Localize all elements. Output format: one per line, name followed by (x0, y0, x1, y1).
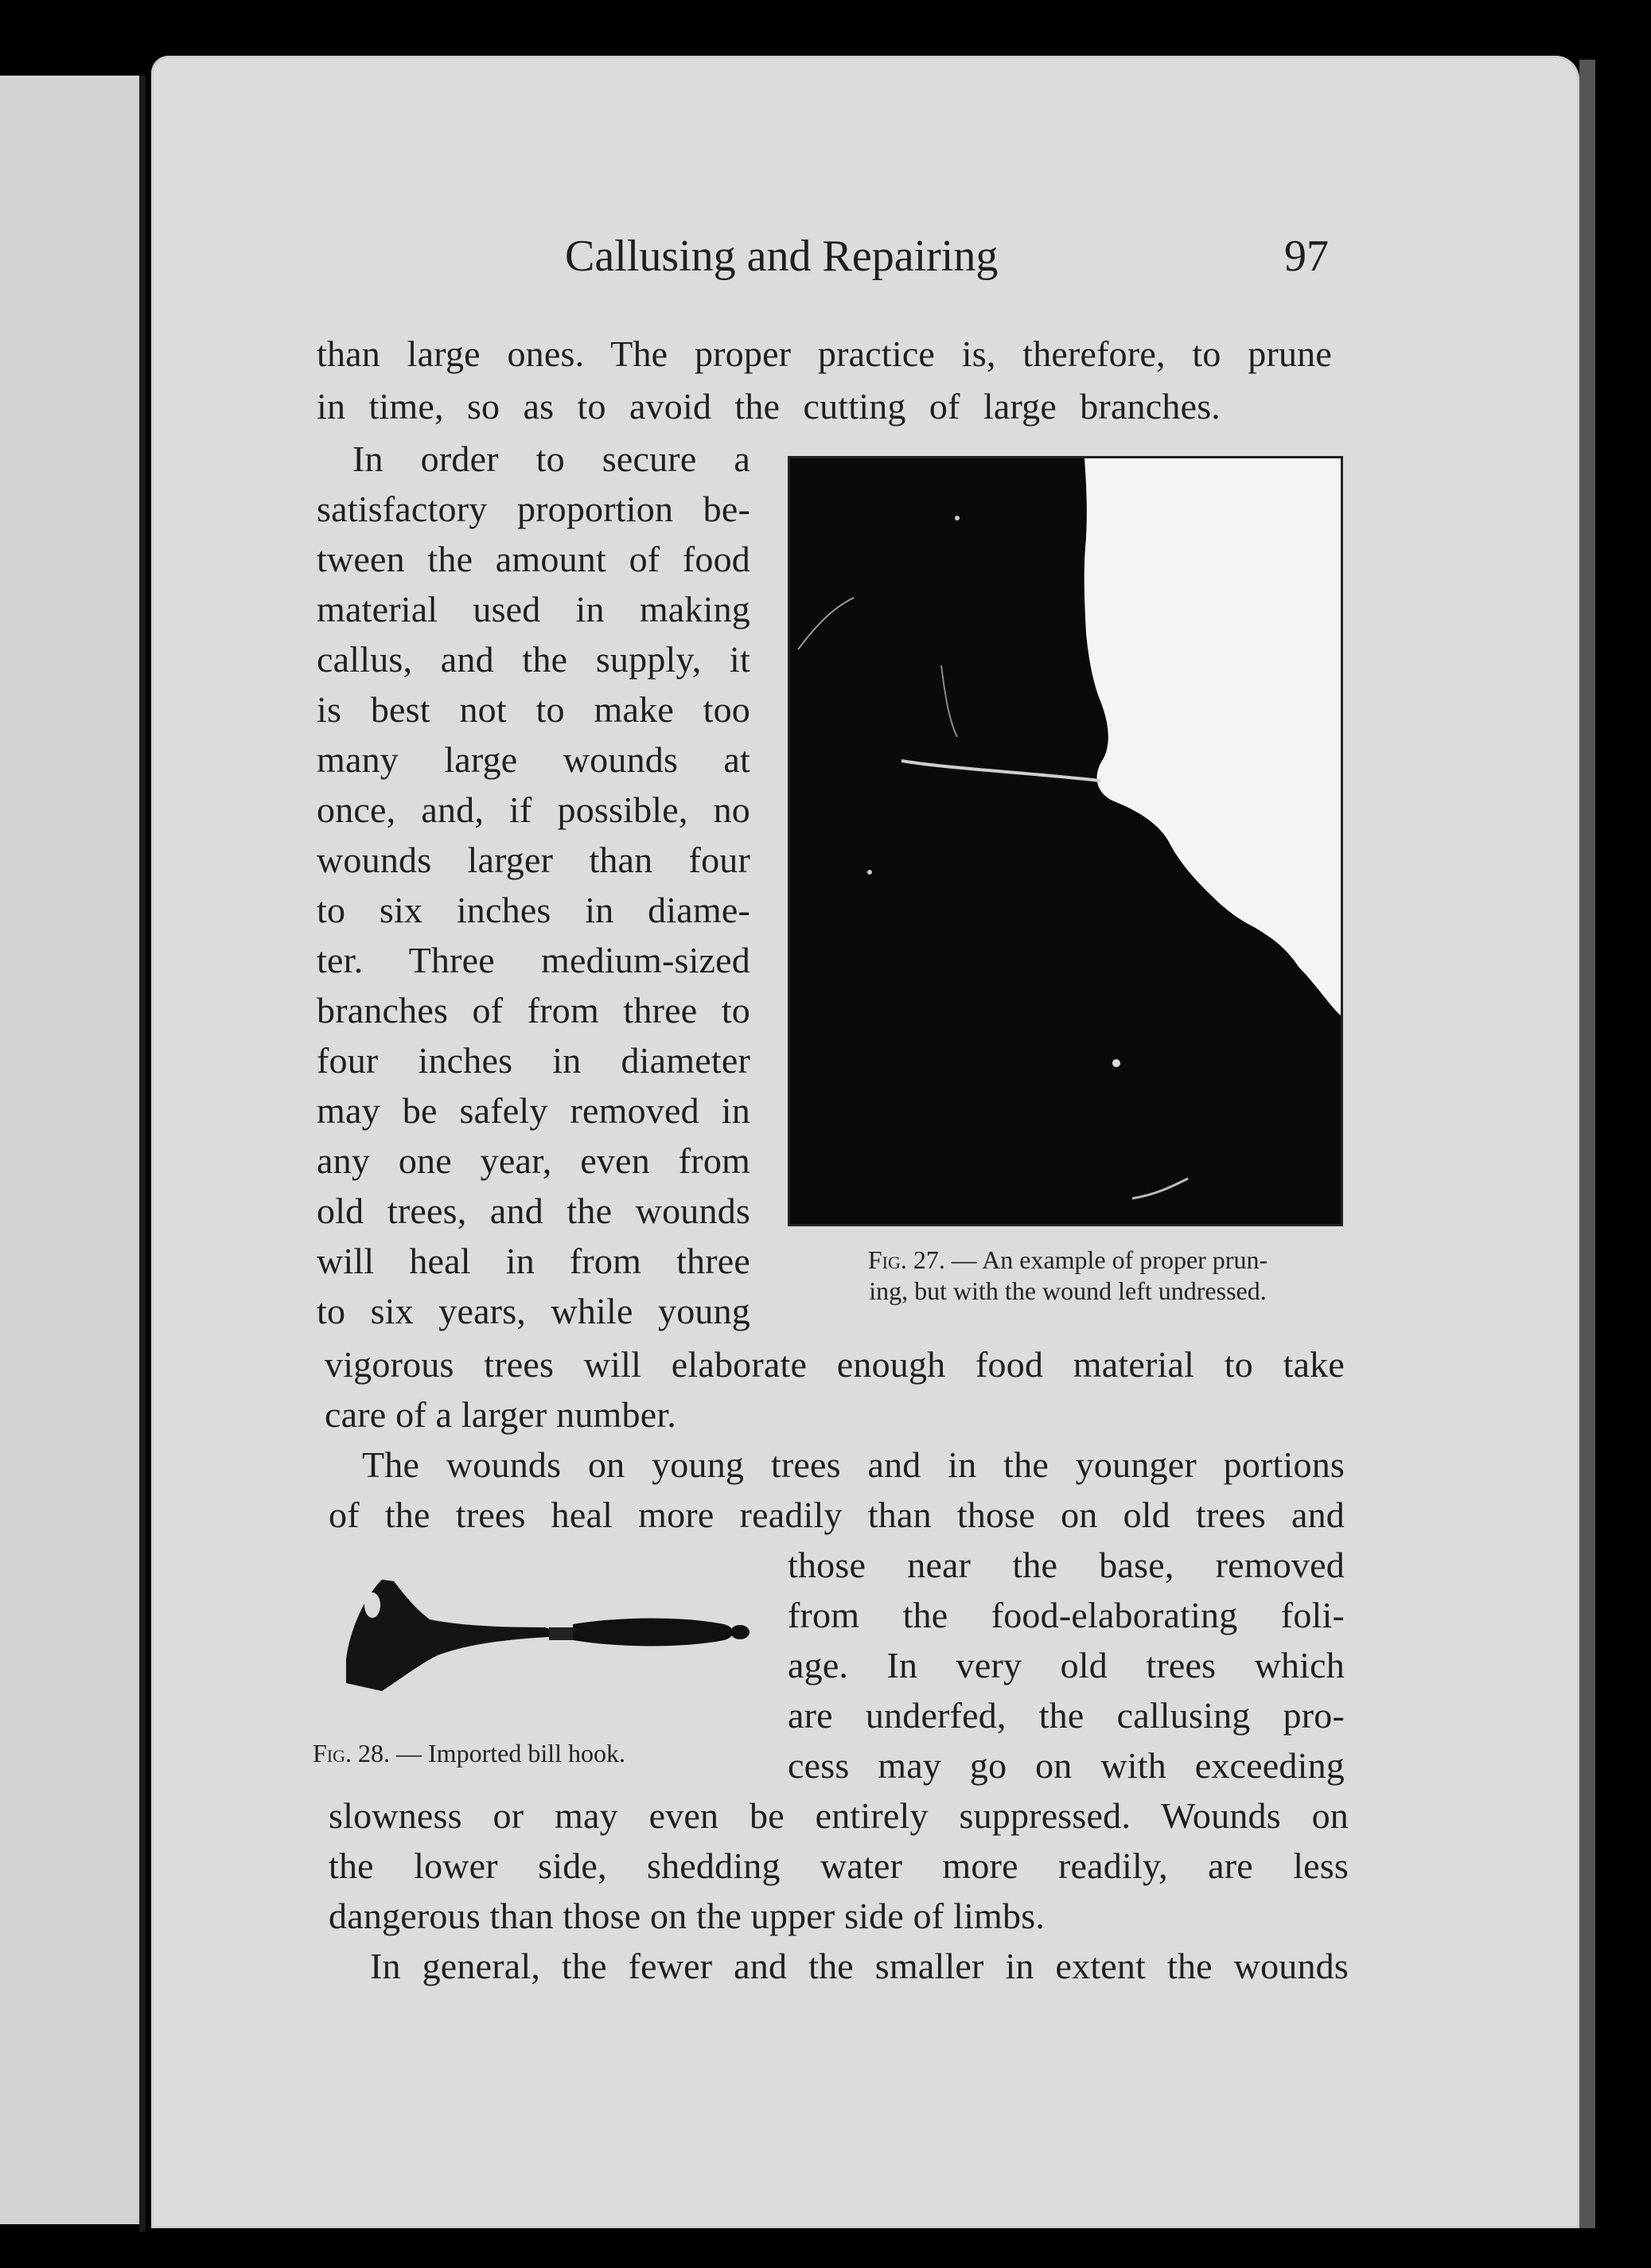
body-line: slowness or may even be entirely suppressed. Wounds on (329, 1795, 1349, 1836)
body-line: ter. Three medium-sized (317, 940, 750, 980)
body-line: any one year, even from (317, 1140, 750, 1181)
figure-28-label: Fig. 28. (313, 1739, 391, 1767)
body-line: vigorous trees will elaborate enough food material to take (325, 1344, 1345, 1385)
body-line: old trees, and the wounds (317, 1191, 750, 1231)
body-line: may be safely removed in (317, 1090, 750, 1131)
body-line: dangerous than those on the upper side of limbs. (329, 1896, 1046, 1936)
body-line: are underfed, the callusing pro- (788, 1695, 1345, 1736)
body-line: tween the amount of food (317, 539, 750, 579)
body-line: once, and, if possible, no (317, 789, 750, 830)
body-line: callus, and the supply, it (317, 639, 750, 680)
body-line: care of a larger number. (325, 1394, 677, 1435)
page-number: 97 (1284, 232, 1329, 281)
figure-27-caption-line1: An example of proper prun- (982, 1245, 1268, 1274)
body-line: In order to secure a (352, 438, 750, 479)
figure-28-caption-text: Imported bill hook. (428, 1739, 625, 1767)
body-line: age. In very old trees which (788, 1645, 1345, 1685)
figure-27-label: Fig. 27. (867, 1245, 945, 1274)
bill-hook-illustration (334, 1564, 764, 1723)
figure-28-caption: Fig. 28. — Imported bill hook. (313, 1739, 625, 1767)
body-line: to six years, while young (317, 1291, 750, 1331)
body-line: wounds larger than four (317, 840, 750, 880)
running-head: Callusing and Repairing (565, 232, 999, 281)
body-line: material used in making (317, 589, 750, 629)
body-line: many large wounds at (317, 739, 750, 780)
body-line: from the food-elaborating foli- (788, 1595, 1345, 1635)
page-edge-shadow (1579, 60, 1595, 2228)
body-line: in time, so as to avoid the cutting of large branches. (317, 386, 1221, 427)
body-line: branches of from three to (317, 990, 750, 1031)
body-line: is best not to make too (317, 689, 750, 730)
figure-27-photo (788, 456, 1343, 1226)
figure-27-caption: Fig. 27. — An example of proper prun- (867, 1245, 1268, 1274)
figure-27-caption-line2: ing, but with the wound left undressed. (869, 1276, 1267, 1305)
body-line: than large ones. The proper practice is, therefore, to prune (317, 333, 1332, 374)
book-gutter (139, 76, 146, 2232)
body-line: cess may go on with exceeding (788, 1745, 1345, 1786)
body-line: the lower side, shedding water more readily, are less (329, 1845, 1349, 1886)
body-line: to six inches in diame- (317, 890, 750, 930)
body-line: The wounds on young trees and in the younger portions (362, 1444, 1345, 1485)
body-line: of the trees heal more readily than those on old trees and (329, 1494, 1345, 1535)
body-line: In general, the fewer and the smaller in extent the wounds (370, 1946, 1349, 1986)
body-line: will heal in from three (317, 1241, 750, 1281)
page-header (565, 231, 1329, 302)
facing-page-edge (0, 76, 142, 2224)
body-line: four inches in diameter (317, 1040, 750, 1081)
body-line: satisfactory proportion be- (317, 489, 750, 529)
body-line: those near the base, removed (788, 1545, 1345, 1585)
